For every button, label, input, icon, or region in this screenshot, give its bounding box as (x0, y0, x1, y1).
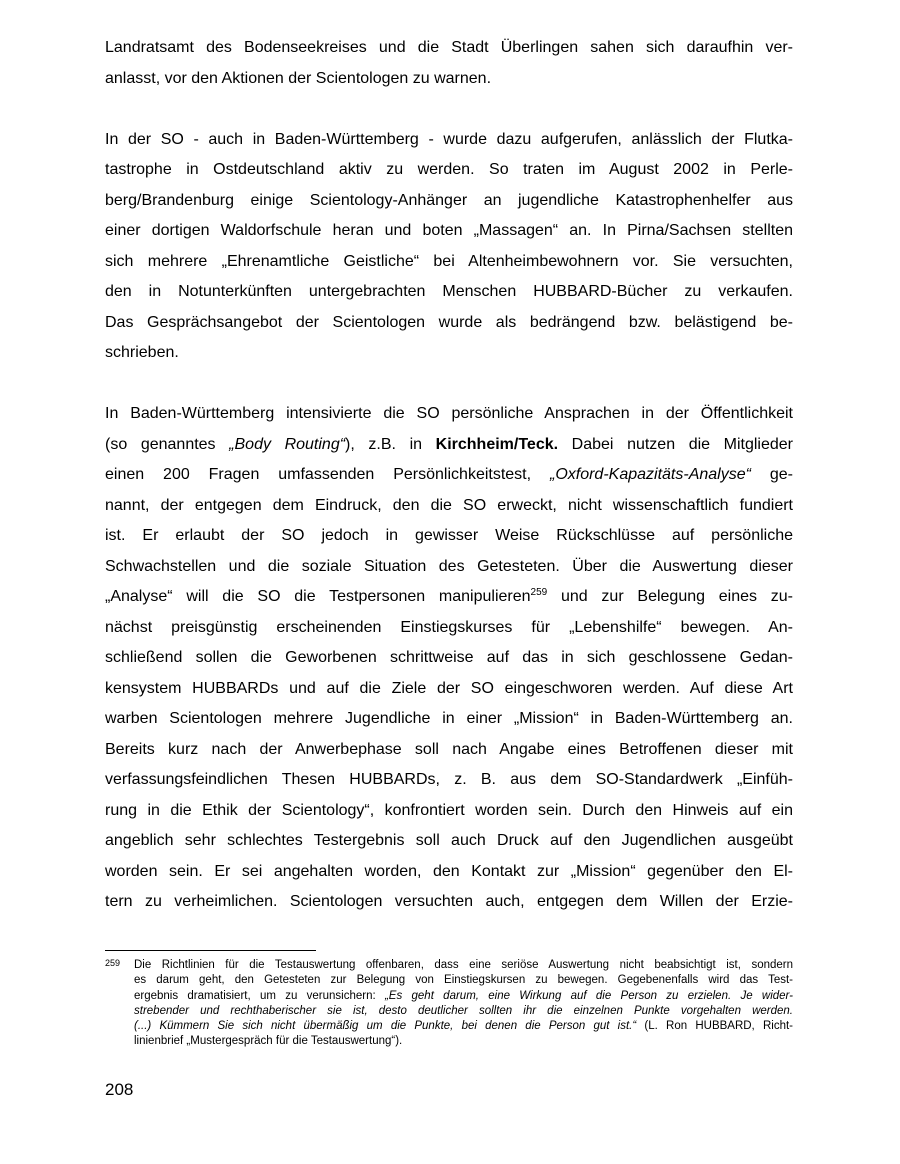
text-line: tern zu verheimlichen. Scientologen versuchten auch, entgegen dem Willen der Erzie- (105, 893, 793, 910)
text-line: Landratsamt des Bodenseekreises und die Stadt Überlingen sahen sich daraufhin ver- (105, 39, 793, 56)
footnote-separator (105, 950, 316, 951)
text-line: schrieben. (105, 344, 179, 361)
text-line: (so genanntes „Body Routing“), z.B. in Kirchheim/Teck. Dabei nutzen die Mitglieder (105, 435, 793, 453)
text-line: anlasst, vor den Aktionen der Scientologen zu warnen. (105, 69, 492, 87)
text-line: ist. Er erlaubt der SO jedoch in gewisser Weise Rückschlüsse auf persönliche (105, 527, 793, 544)
paragraph-2 (105, 125, 793, 369)
text-line: warben Scientologen mehrere Jugendliche in einer „Mission“ in Baden-Württemberg an. (105, 710, 793, 727)
text-line: Bereits kurz nach der Anwerbephase soll nach Angabe eines Betroffenen dieser mit (105, 740, 793, 758)
footnote-line: (...) Kümmern Sie sich nicht übermäßig um die Punkte, bei denen die Person gut ist.“ (L. Ron HUBBARD, Richt- (134, 1020, 793, 1033)
text-line: worden sein. Er sei angehalten worden, den Kontakt zur „Mission“ gegenüber den El- (105, 862, 793, 880)
text-line: einen 200 Fragen umfassenden Persönlichkeitstest, „Oxford-Kapazitäts-Analyse“ ge- (105, 466, 793, 483)
footnote (105, 958, 793, 1050)
footnote-line: Die Richtlinien für die Testauswertung offenbaren, dass eine seriöse Auswertung nicht beabsichtigt ist, sondern (134, 959, 793, 971)
term-body-routing: „Body Routing“ (229, 435, 346, 453)
text-line: nächst preisgünstig erscheinenden Einstiegskurses für „Lebenshilfe“ bewegen. An- (105, 618, 793, 636)
paragraph-3 (105, 399, 793, 918)
text-line: In der SO - auch in Baden-Württemberg - wurde dazu aufgerufen, anlässlich der Flutka- (105, 130, 793, 148)
text-line: sich mehrere „Ehrenamtliche Geistliche“ bei Altenheimbewohnern vor. Sie versuchten, (105, 252, 793, 270)
footnote-line: ergebnis dramatisiert, um zu verunsichern: „Es geht darum, eine Wirkung auf die Person zu erzielen. Je wider- (134, 989, 793, 1002)
text-line: nannt, der entgegen dem Eindruck, den die SO erweckt, nicht wissenschaftlich fundiert (105, 496, 793, 514)
text-line: „Analyse“ will die SO die Testpersonen manipulieren$^{259}$ und zur Belegung eines zu- (105, 587, 793, 605)
text-line: verfassungsfeindlichen Thesen HUBBARDs, z. B. aus dem SO-Standardwerk „Einfüh- (105, 771, 793, 788)
text-line: Das Gesprächsangebot der Scientologen wurde als bedrängend bzw. belästigend be- (105, 313, 793, 331)
text-line: rung in die Ethik der Scientology“, konfrontiert worden sein. Durch den Hinweis auf ein (105, 801, 793, 819)
paragraph-1 (105, 33, 793, 94)
footnote-number: 259 (105, 958, 121, 968)
text-line: Schwachstellen und die soziale Situation des Getesteten. Über die Auswertung dieser (105, 557, 793, 575)
page-number: 208 (105, 1080, 134, 1099)
text-line: kensystem HUBBARDs und auf die Ziele der SO eingeschworen werden. Auf diese Art (105, 679, 793, 697)
footnote-reference[interactable]: 259 (530, 587, 548, 598)
text-line: schließend sollen die Geworbenen schrittweise auf das in sich geschlossene Gedan- (105, 649, 793, 666)
text-line: angeblich sehr schlechtes Testergebnis soll auch Druck auf den Jugendlichen ausgeübt (105, 832, 793, 849)
body-text (105, 33, 793, 918)
location-kirchheim: Kirchheim/Teck. (435, 435, 559, 453)
text-line: In Baden-Württemberg intensivierte die SO persönliche Ansprachen in der Öffentlichkeit (105, 405, 793, 422)
text-line: tastrophe in Ostdeutschland aktiv zu werden. So traten im August 2002 in Perle- (105, 161, 793, 178)
text-line: den in Notunterkünften untergebrachten Menschen HUBBARD-Bücher zu verkaufen. (105, 283, 793, 300)
footnote-line: linienbrief „Mustergespräch für die Testauswertung“). (134, 1035, 403, 1048)
footnote-line: strebender und rechthaberischer sie ist, desto deutlicher sollten ihr die einzelnen Punkte vorgehalten werden. (134, 1004, 793, 1017)
text-line: berg/Brandenburg einige Scientology-Anhänger an jugendliche Katastrophenhelfer aus (105, 191, 793, 209)
term-oxford-analyse: „Oxford-Kapazitäts-Analyse“ (549, 466, 751, 483)
footnote-line: es darum geht, den Getesteten zur Belegung von Einstiegskursen zu bewegen. Gegebenenfalls wird das Test- (134, 974, 793, 987)
text-line: einer dortigen Waldorfschule heran und boten „Massagen“ an. In Pirna/Sachsen stellten (105, 222, 793, 239)
